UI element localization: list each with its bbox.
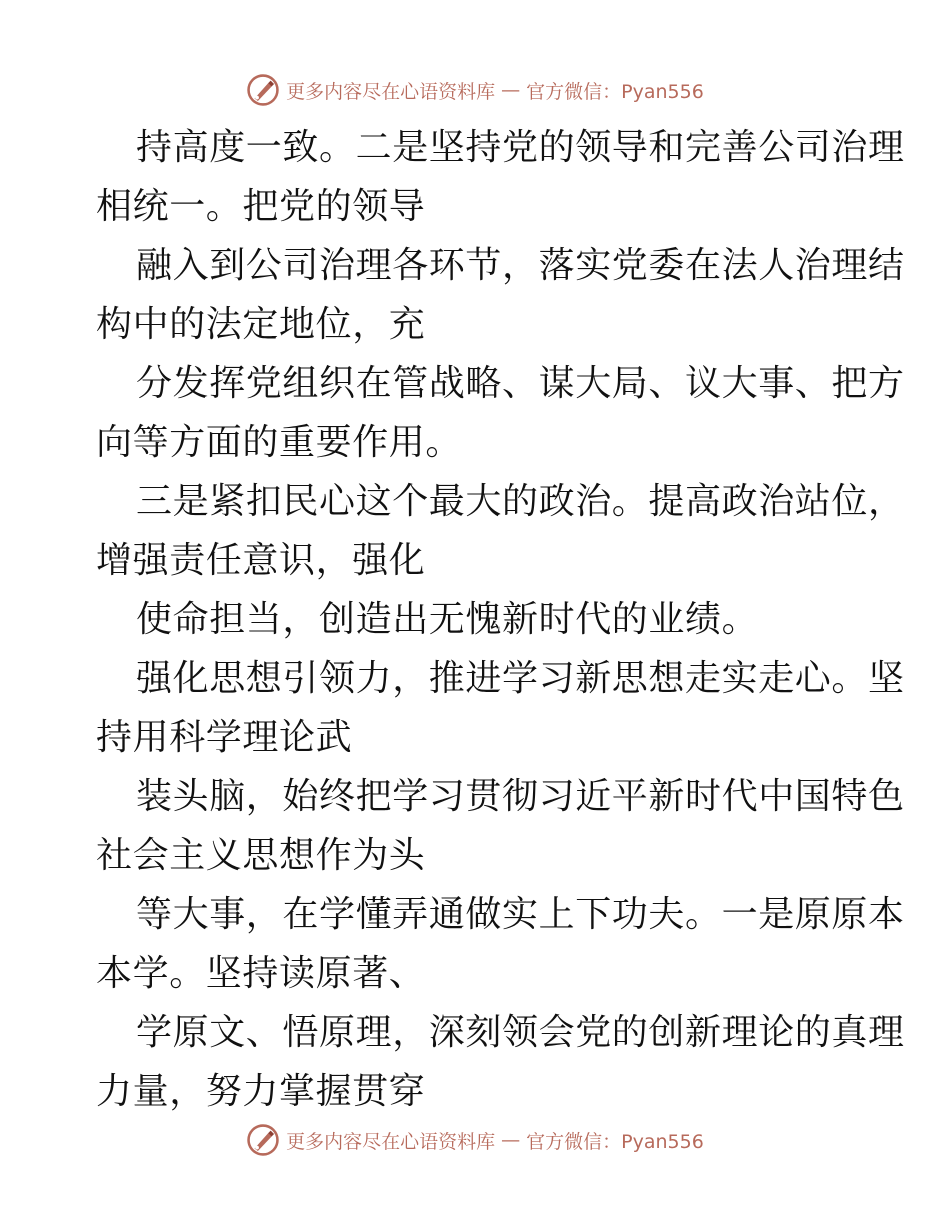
text-line: 强化思想引领力，推进学习新思想走实走心。坚	[136, 658, 905, 699]
watermark-dash: —	[501, 1129, 521, 1151]
watermark-text: 更多内容尽在心语资料库	[286, 1130, 496, 1153]
text-line: 增强责任意识，强化	[96, 540, 426, 581]
watermark-text: 更多内容尽在心语资料库	[286, 80, 496, 103]
text-line: 分发挥党组织在管战略、谋大局、议大事、把方	[136, 363, 905, 404]
text-line: 相统一。把党的领导	[96, 186, 426, 227]
text-line: 使命担当，创造出无愧新时代的业绩。	[136, 599, 759, 640]
paragraph	[96, 767, 905, 885]
pen-logo-icon	[246, 1123, 280, 1157]
text-line: 学原文、悟原理，深刻领会党的创新理论的真理	[136, 1012, 905, 1053]
footer-watermark	[0, 1120, 950, 1160]
text-line: 社会主义思想作为头	[96, 835, 426, 876]
paragraph	[96, 885, 905, 1003]
document-body	[96, 118, 905, 1121]
paragraph	[96, 236, 905, 354]
text-line: 力量，努力掌握贯穿	[96, 1071, 426, 1112]
text-line: 构中的法定地位，充	[96, 304, 426, 345]
text-line: 向等方面的重要作用。	[96, 422, 463, 463]
text-line: 融入到公司治理各环节，落实党委在法人治理结	[136, 245, 905, 286]
paragraph	[96, 1003, 905, 1121]
text-line: 等大事，在学懂弄通做实上下功夫。一是原原本	[136, 894, 905, 935]
text-line: 本学。坚持读原著、	[96, 953, 426, 994]
paragraph	[96, 649, 905, 767]
watermark-wechat: 官方微信：Pyan556	[526, 1130, 704, 1153]
header-watermark	[0, 70, 950, 110]
text-line: 三是紧扣民心这个最大的政治。提高政治站位，	[136, 481, 905, 522]
watermark-wechat: 官方微信：Pyan556	[526, 80, 704, 103]
watermark-dash: —	[501, 79, 521, 101]
paragraph	[96, 590, 856, 649]
paragraph	[96, 472, 905, 590]
pen-logo-icon	[246, 73, 280, 107]
text-line: 持高度一致。二是坚持党的领导和完善公司治理	[136, 127, 905, 168]
text-line: 持用科学理论武	[96, 717, 353, 758]
paragraph	[96, 354, 905, 472]
paragraph	[96, 118, 905, 236]
text-line: 装头脑，始终把学习贯彻习近平新时代中国特色	[136, 776, 905, 817]
